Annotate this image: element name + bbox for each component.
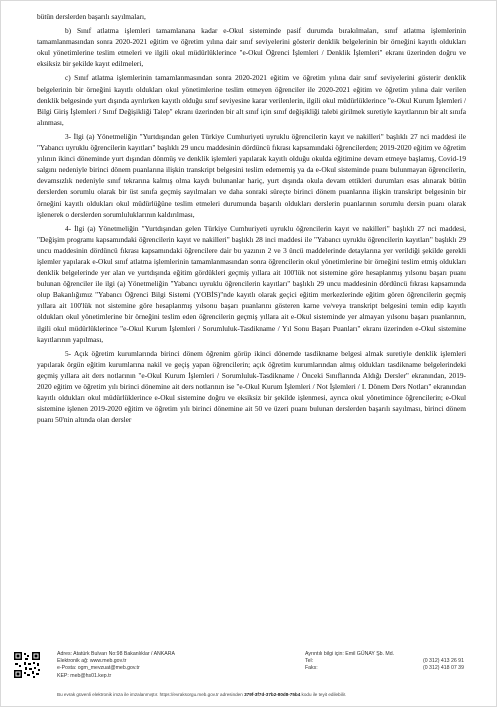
footer-note-text: Bu evrak güvenli elektronik imza ile imzalanmıştır. https://evraksorgu.meb.gov.tr adresinden <box>57 692 243 697</box>
paragraph-item-5: 5- Açık öğretim kurumlarında birinci dönem öğrenim görüp ikinci dönemde tasdikname belgesi almak suretiyle denklik işlemleri yapılarak örgün eğitim kurumlarına nakil ve geçiş yapan öğrencilerin; açık öğretim kurumlarından almış oldukları tasdikname belgelerindeki geçmiş yıllara ait ders notlarının "e-Okul Kurum İşlemleri / Sorumluluk-Tasdikname / Önceki Sınıflarında Aldığı Dersler" ekranından, 2019-2020 eğitim ve öğretim yılı birinci dönemine ait ders notlarının ise "e-Okul Kurum İşlemleri / Not İşlemleri / I. Dönem Ders Notları" ekranından kayıtlı oldukları okul müdürlüklerince e-Okul sistemine doğru ve eksiksiz bir şekilde işlenmesi, ayrıca okul yönetimince öğrencilerin; e-Okul sistemine işlenen 2019-2020 eğitim ve öğretim yılı birinci dönemine ait 50 ve üzeri puanı bulunan derslerden başarılı sayılması, birinci dönem puanı 50'nin altında olan dersler <box>37 348 466 425</box>
footer-kep: KEP: meb@hs01.kep.tr <box>57 672 112 679</box>
footer-website[interactable]: Elektronik ağ: www.meb.gov.tr <box>57 658 127 665</box>
paragraph-item-c: c) Sınıf atlatma işlemlerinin tamamlanmasından sonra 2020-2021 eğitim ve öğretim yılına dair sınıf seviyelerini gösterir denklik belgelerinin bir örneğini kayıtlı oldukları okul yönetimlerine teslim etmeyen öğrenciler ile 2020-2021 eğitim ve öğretim yılına dair verilen denklik belgesinde yurt dışında ayrılırken kayıtlı olduğu sınıf seviyesine karar verilenlerin, ilgili okul müdürlüklerince "e-Okul Kurum İşlemleri / Bilgi Giriş İşlemleri / Sınıf Değişikliği Talep" ekranı üzerinden bir alt sınıf için sınıf değişikliği talebi girilmek suretiyle kayıtlarının bir alt sınıfa alınması, <box>37 73 466 127</box>
footer-note-suffix: kodu ile teyit edilebilir. <box>301 692 347 697</box>
paragraph-item-b: b) Sınıf atlatma işlemleri tamamlanana kadar e-Okul sisteminde pasif durumda bırakılmaları, sınıf atlatma işlemlerinin tamamlanmasından sonra 2020-2021 eğitim ve öğretim yılına dair sınıf seviyelerini gösterir denklik belgelerinin bir örneğini kayıtlı oldukları okul yönetimlerine teslim etmeleri ve ilgili okul müdürlüklerince "e-Okul Öğrenci İşlemleri / Denklik İşlemleri" ekranı üzerinden doğru ve eksiksiz bir şekilde kayıt edilmeleri, <box>37 26 466 69</box>
footer-verify-code: 379f-3f7d-37b2-80d8-75b4 <box>244 692 301 697</box>
qr-code-icon <box>13 651 41 679</box>
paragraph-continuation: bütün derslerden başarılı sayılmaları, <box>37 12 146 21</box>
paragraph-item-4: 4- İlgi (a) Yönetmeliğin "Yurtdışından gelen Türkiye Cumhuriyeti uyruklu öğrencilerin kayıt ve nakilleri" başlıklı 27 nci maddesi, "Değişim programı kapsamındaki öğrencilerin kayıt ve nakilleri" başlıklı 28 inci maddesi ile "Yabancı uyruklu öğrencilerin kayıtları" başlıklı 29 uncu maddesinin dördüncü fıkrası kapsamındaki öğrencilere dair bu yazının 2 ve 3 üncü maddelerinde detaylarına yer verildiği şekilde gerekli işlemler yapılarak e-Okul sınıf atlatma işlemlerinin tamamlanmasından sonra öğrencilerin okul yönetimlerine bir örneğini teslim etmiş oldukları denklik belgelerinde yer alan ve yurtdışında eğitim gördükleri geçmiş yıllara ait 100'lük not sistemine göre hesaplanmış yılsonu başarı puanı bulunan öğrenciler ile ilgi (a) Yönetmeliğin "Yabancı uyruklu öğrencilerin kayıtları" başlıklı 29 uncu maddesinin dördüncü fıkrası kapsamında olup Bakanlığımız "Yabancı Öğrenci Bilgi Sistemi (YOBİS)"nde kayıtlı olarak geçici eğitim merkezlerinde eğitim gören öğrencilerin geçmiş yıllara ait 100'lük not sistemine göre hesaplanmış yılsonu başarı puanlarını gösteren karne ve/veya transkript belgesini temin edip kayıtlı oldukları okul yönetimlerine bir örneğini teslim eden öğrencilerin geçmiş yıllara ait e-Okul sisteminde yer almayan yılsonu başarı puanlarının, ilgili okul müdürlüklerince "e-Okul Kurum İşlemleri / Sorumluluk-Tasdikname / Yıl Sonu Başarı Puanları" ekranı üzerinden e-Okul sistemine kayıtlarının yapılması, <box>37 223 466 344</box>
footer-signature-note <box>57 691 487 698</box>
footer-tel-label: Tel: <box>305 658 314 665</box>
footer-tel-value: (0 312) 413 26 91 <box>423 658 464 665</box>
footer-email[interactable]: e-Posta: ogm_mevzuat@meb.gov.tr <box>57 665 140 672</box>
footer-contact-block <box>305 651 485 673</box>
footer-contact-person: Ayrıntılı bilgi için: Emil GÜNAY Şb. Md. <box>305 651 395 657</box>
footer-address: Adres: Atatürk Bulvarı No:98 Bakanlıklar / ANKARA <box>57 651 175 657</box>
document-body <box>37 11 466 428</box>
footer-fax-label: Faks: <box>305 665 318 672</box>
footer-fax-value: (0 312) 418 07 39 <box>423 665 464 672</box>
paragraph-item-3: 3- İlgi (a) Yönetmeliğin "Yurtdışından gelen Türkiye Cumhuriyeti uyruklu öğrencilerin kayıt ve nakilleri" başlıklı 27 nci maddesi ile "Yabancı uyruklu öğrencilerin kayıtları" başlıklı 29 uncu maddesinin dördüncü fıkrası kapsamındaki öğrencilerden; 2019-2020 eğitim ve öğretim yılının ikinci döneminde yurt dışından dönmüş ve denklik işlemleri yapılarak kayıtlı olduğu okulda eğitimine devam etmeye başlamış, Covid-19 salgını nedeniyle birinci dönem puanlarına ilişkin transkript belgesini teslim edememiş ya da e-Okul sisteminde puanı bulunmayan öğrencilerin, devamsızlık nedeniyle sınıf tekrarına kalmış olma kaydı bulunanlar hariç, yurt dışında okula devam ettikleri durumları esas alınarak bütün derslerden sorumlu olarak bir üst sınıfa geçmiş sayılmaları ve daha sonraki süreçte birinci dönem puanlarına ilişkin transkript belgesinin bir örneğini kayıtlı oldukları okul müdürlüğüne teslim etmeleri durumunda başarılı oldukları derslerin puanlarının sorumlu dersin puanı olarak işlenerek o derslerden sorumluluklarının kaldırılması, <box>37 131 466 219</box>
footer-address-block <box>57 651 277 680</box>
